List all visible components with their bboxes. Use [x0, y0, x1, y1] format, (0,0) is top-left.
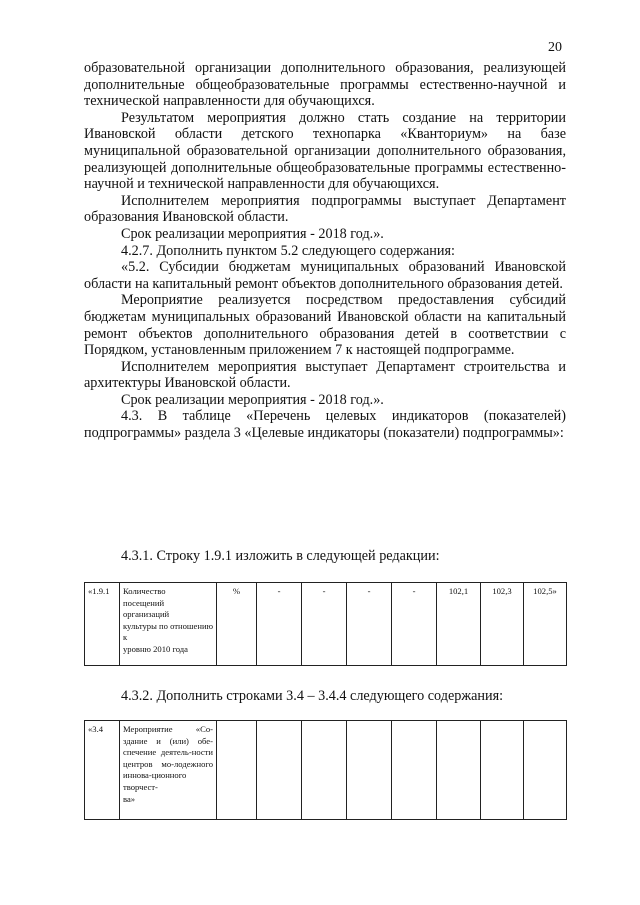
row-number: «3.4: [85, 721, 120, 820]
empty-cell: [217, 721, 257, 820]
empty-cell: [257, 721, 302, 820]
table-row: [85, 583, 567, 666]
table-row: [85, 721, 567, 820]
indicator-table-2: [84, 720, 567, 820]
paragraph: Срок реализации мероприятия - 2018 год.».: [121, 391, 384, 408]
indicator-name: [120, 721, 217, 820]
name-line: ва»: [123, 793, 136, 804]
name-line: организаций: [123, 609, 170, 620]
value-cell: -: [392, 583, 437, 666]
name-text: Мероприятие «Со-здание и (или) обе-спечение деятель-ности центров мо-лодежного иннова-ционного творчест-: [123, 724, 213, 792]
paragraph: Исполнителем мероприятия выступает Департамент строительства и архитектуры Ивановской области.: [84, 358, 566, 392]
value-cell: 102,5»: [524, 583, 567, 666]
unit: %: [217, 583, 257, 666]
empty-cell: [481, 721, 524, 820]
paragraph: 4.2.7. Дополнить пунктом 5.2 следующего содержания:: [121, 242, 455, 259]
heading-rows-3-4: 4.3.2. Дополнить строками 3.4 – 3.4.4 следующего содержания:: [121, 688, 504, 704]
paragraph: образовательной организации дополнительного образования, реализующей дополнительные общеобразовательные программы естественно-научной и технической направленности для обучающихся.: [84, 60, 566, 110]
indicator-table-1: [84, 582, 567, 666]
heading-row-1-9-1: 4.3.1. Строку 1.9.1 изложить в следующей редакции:: [121, 548, 440, 564]
empty-cell: [524, 721, 567, 820]
paragraph: Срок реализации мероприятия - 2018 год.».: [121, 225, 384, 242]
indicator-name: [120, 583, 217, 666]
empty-cell: [437, 721, 481, 820]
name-line: посещений: [123, 597, 165, 608]
value-cell: 102,3: [481, 583, 524, 666]
paragraph: Результатом мероприятия должно стать создание на территории Ивановской области детского технопарка «Кванториум» на базе муниципальной образовательной организации дополнительного образования, реализующей дополнительные общеобразовательные программы естественно-научной и технической направленности для обучающихся.: [84, 109, 566, 193]
empty-cell: [302, 721, 347, 820]
paragraph: 4.3. В таблице «Перечень целевых индикаторов (показателей) подпрограммы» раздела 3 «Целевые индикаторы (показатели) подпрограммы»:: [84, 408, 566, 442]
value-cell: -: [347, 583, 392, 666]
value-cell: -: [257, 583, 302, 666]
page-number: 20: [548, 40, 562, 55]
name-line: Количество: [123, 586, 166, 596]
value-cell: -: [302, 583, 347, 666]
empty-cell: [392, 721, 437, 820]
name-line: уровню 2010 года: [123, 643, 188, 654]
body-text: [84, 60, 566, 442]
paragraph: Мероприятие реализуется посредством предоставления субсидий бюджетам муниципальных образований Ивановской области на капитальный ремонт объектов дополнительного образования детей в соответствии с Порядком, установленным приложением 7 к настоящей подпрограмме.: [84, 292, 566, 359]
paragraph: «5.2. Субсидии бюджетам муниципальных образований Ивановской области на капитальный ремонт объектов дополнительного образования детей.: [84, 259, 566, 292]
name-line: культуры по отношению к: [123, 620, 213, 643]
row-number: «1.9.1: [85, 583, 120, 666]
value-cell: 102,1: [437, 583, 481, 666]
paragraph: Исполнителем мероприятия подпрограммы выступает Департамент образования Ивановской области.: [84, 192, 566, 226]
empty-cell: [347, 721, 392, 820]
